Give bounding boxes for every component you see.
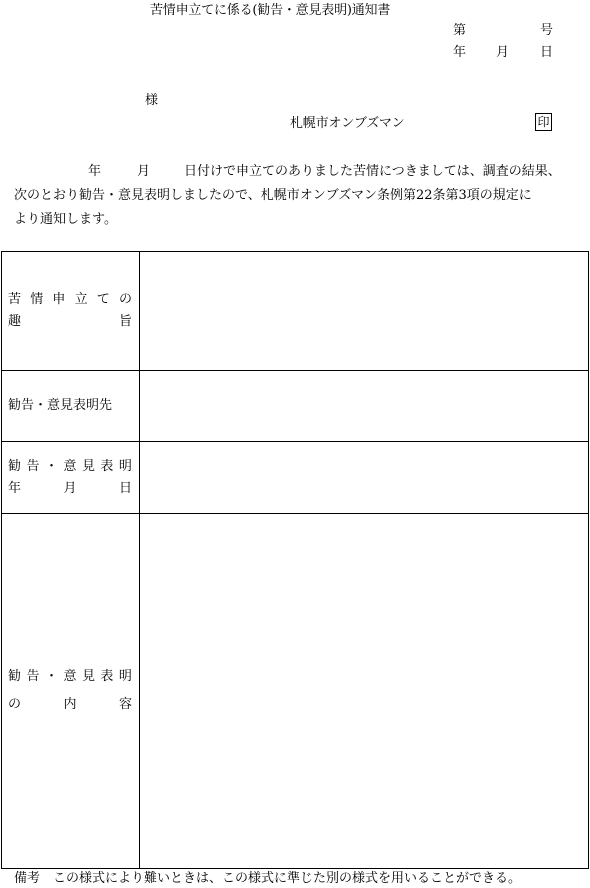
body-line-2: 次のとおり勧告・意見表明しましたので、札幌市オンブズマン条例第22条第3項の規定に — [14, 188, 532, 203]
complaint-purpose-field[interactable] — [140, 252, 589, 371]
date-day: 日 — [540, 45, 554, 60]
number-suffix: 号 — [540, 23, 554, 38]
complaint-purpose-label — [2, 252, 140, 371]
recommendation-date-label — [2, 442, 140, 514]
recommendation-content-label — [2, 514, 140, 869]
table-row — [2, 371, 589, 442]
recommendation-date-field[interactable] — [140, 442, 589, 514]
label-line: 年 月 日 — [8, 480, 132, 496]
table-row — [2, 514, 589, 869]
footer-note: 備考 この様式により難いときは、この様式に準じた別の様式を用いることができる。 — [14, 871, 522, 886]
document-title: 苦情申立てに係る(勧告・意見表明)通知書 — [150, 3, 391, 18]
number-prefix: 第 — [453, 23, 467, 38]
body-date-month: 月 — [137, 164, 151, 179]
body-line-3: より通知します。 — [14, 212, 117, 227]
label-line: 勧 告 ・ 意 見 表 明 — [8, 458, 132, 474]
table-row — [2, 442, 589, 514]
table-row — [2, 252, 589, 371]
recommendation-recipient-field[interactable] — [140, 371, 589, 442]
label-line: 勧告・意見表明先 — [8, 398, 113, 413]
date-month: 月 — [496, 45, 510, 60]
recommendation-recipient-label — [2, 371, 140, 442]
label-line: の 内 容 — [8, 697, 132, 712]
date-year: 年 — [453, 45, 467, 60]
recommendation-content-field[interactable] — [140, 514, 589, 869]
seal-stamp-box: 印 — [535, 113, 552, 131]
sender-name: 札幌市オンブズマン — [290, 116, 405, 131]
label-line: 勧 告 ・ 意 見 表 明 — [8, 669, 132, 684]
body-line-1-text: 日付けで申立てのありました苦情につきましては、調査の結果、 — [184, 164, 561, 179]
label-line: 趣 旨 — [8, 314, 132, 329]
notice-form-table — [1, 251, 589, 869]
addressee-suffix: 様 — [145, 93, 159, 108]
body-line-1 — [14, 160, 586, 184]
body-date-year: 年 — [88, 164, 102, 179]
label-line: 苦 情 申 立 て の — [8, 292, 132, 307]
body-paragraph — [14, 160, 586, 232]
